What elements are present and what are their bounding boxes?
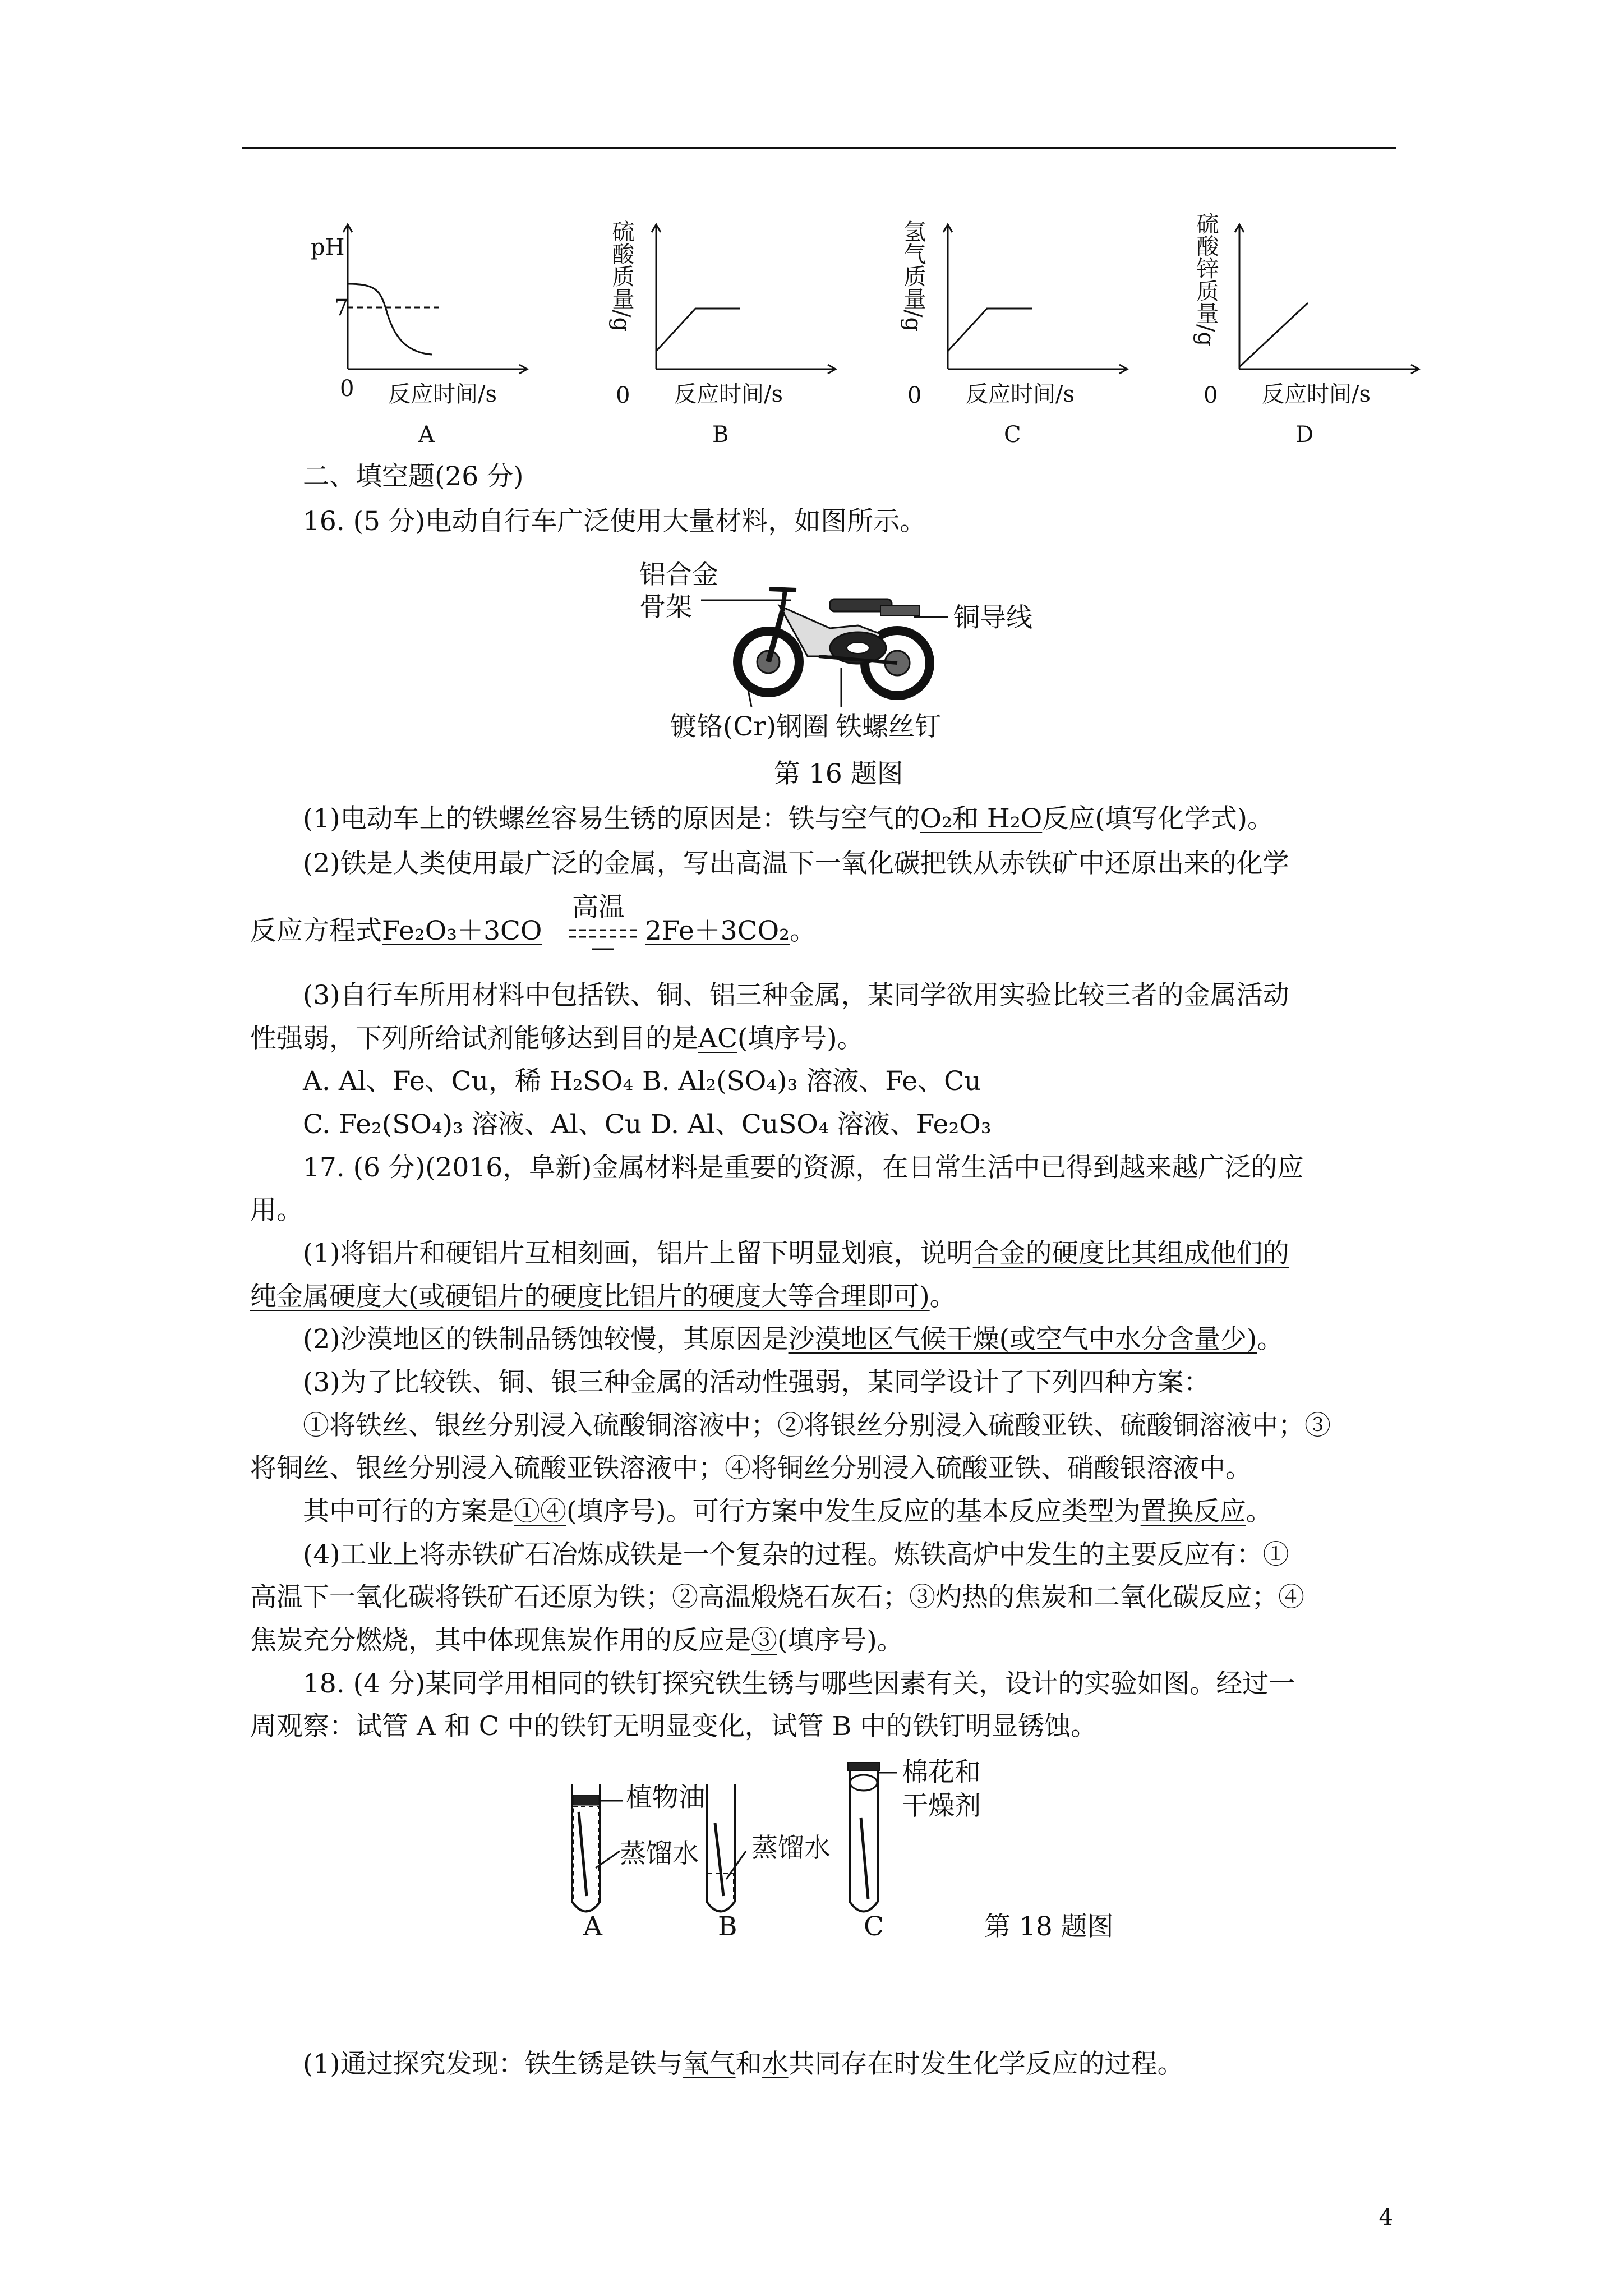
graph-d-ylabel: 硫酸锌质量/g [1193,212,1219,347]
graph-a-ylabel: pH [311,234,345,260]
tube-label-a: A [583,1911,602,1942]
q16-answer-1: O₂和 H₂O [920,803,1043,834]
graph-c-origin: 0 [907,383,922,408]
graph-d-origin: 0 [1204,383,1218,408]
q16-part2-line1: (2)铁是人类使用最广泛的金属，写出高温下一氧化碳把铁从赤铁矿中还原出来的化学 [303,848,1289,879]
q18-answer-1b: 水 [762,2049,789,2079]
graph-c [892,213,1138,460]
q17-part2: (2)沙漠地区的铁制品锈蚀较慢，其原因是沙漠地区气候干燥(或空气中水分含量少)。 [303,1324,1284,1355]
q17-stem-line1: 17. (6 分)(2016，阜新)金属材料是重要的资源，在日常生活中已得到越来越广泛的应 [303,1152,1304,1183]
equation-equals-sign [566,926,639,954]
q17-part3-line1: (3)为了比较铁、铜、银三种金属的活动性强弱，某同学设计了下列四种方案： [303,1367,1210,1398]
q17-answer-3a: ①④ [514,1496,566,1527]
q16-equation-lhs: Fe₂O₃＋3CO [382,915,542,946]
q17-part4-line3: 焦炭充分燃烧，其中体现焦炭作用的反应是③(填序号)。 [250,1625,903,1656]
q17-answer-1a: 合金的硬度比其组成他们的 [972,1238,1289,1269]
q18-part1: (1)通过探究发现：铁生锈是铁与氧气和水共同存在时发生化学反应的过程。 [303,2049,1184,2079]
graph-a-tick: 7 [334,295,349,321]
graph-a-origin: 0 [340,376,354,402]
q18-stem-line2: 周观察：试管 A 和 C 中的铁钉无明显变化，试管 B 中的铁钉明显锈蚀。 [250,1711,1098,1742]
q17-answer-2: 沙漠地区气候干燥(或空气中水分含量少) [788,1324,1257,1355]
graph-a-xlabel: 反应时间/s [388,381,497,407]
q17-answer-4: ③ [751,1625,777,1656]
q16-equation-rhs: 2Fe＋3CO₂。 [645,915,816,946]
graph-a [292,213,538,460]
graph-a-id: A [418,422,435,448]
q16-equation-condition: 高温 [572,892,625,923]
graph-b-origin: 0 [616,383,630,408]
q16-part2-line2: 反应方程式Fe₂O₃＋3CO [250,915,542,946]
q16-part3-line1: (3)自行车所用材料中包括铁、铜、铝三种金属，某同学欲用实验比较三者的金属活动 [303,980,1289,1011]
label-cotton-2: 干燥剂 [902,1791,981,1821]
tube-label-b: B [718,1911,737,1942]
graph-c-xlabel: 反应时间/s [966,381,1075,407]
q16-part1: (1)电动车上的铁螺丝容易生锈的原因是：铁与空气的O₂和 H₂O反应(填写化学式)。 [303,803,1274,834]
q18-caption: 第 18 题图 [984,1911,1114,1942]
graph-c-id: C [1004,422,1021,448]
label-rim: 镀铬(Cr)钢圈 [670,711,829,742]
q17-part4-line1: (4)工业上将赤铁矿石冶炼成铁是一个复杂的过程。炼铁高炉中发生的主要反应有：① [303,1539,1289,1570]
section-title: 二、填空题(26 分) [303,461,524,492]
q17-answer-3b: 置换反应 [1140,1496,1246,1527]
graph-b-xlabel: 反应时间/s [674,381,783,407]
q17-part3-line3: 将铜丝、银丝分别浸入硫酸亚铁溶液中；④将铜丝分别浸入硫酸亚铁、硝酸银溶液中。 [250,1453,1252,1484]
q16-caption: 第 16 题图 [774,758,903,789]
graph-b-id: B [712,422,729,448]
q16-stem: 16. (5 分)电动自行车广泛使用大量材料，如图所示。 [303,506,926,537]
label-oil: 植物油 [626,1782,705,1813]
q17-stem-line2: 用。 [250,1195,303,1226]
q17-part1-line1: (1)将铝片和硬铝片互相刻画，铝片上留下明显划痕，说明合金的硬度比其组成他们的 [303,1238,1289,1269]
label-screw: 铁螺丝钉 [836,711,941,742]
q16-option-d: D. Al、CuSO₄ 溶液、Fe₂O₃ [651,1109,992,1140]
q17-part3-line2: ①将铁丝、银丝分别浸入硫酸铜溶液中；②将银丝分别浸入硫酸亚铁、硫酸铜溶液中；③ [303,1410,1331,1441]
label-frame-2: 骨架 [639,592,692,623]
q18-answer-1a: 氧气 [683,2049,736,2079]
header-rule [242,147,1396,149]
label-water-b: 蒸馏水 [751,1833,831,1864]
graph-c-ylabel: 氢气质量/g [900,220,926,332]
test-tubes-figure [555,1756,925,1924]
label-copper-wire: 铜导线 [953,602,1032,633]
label-cotton-1: 棉花和 [902,1757,981,1788]
q16-option-b: B. Al₂(SO₄)₃ 溶液、Fe、Cu [642,1066,981,1097]
graph-b-ylabel: 硫酸质量/g [608,220,634,332]
graph-d [1183,213,1430,460]
q18-stem-line1: 18. (4 分)某同学用相同的铁钉探究铁生锈与哪些因素有关，设计的实验如图。经过一 [303,1668,1295,1699]
q16-part3-line2: 性强弱，下列所给试剂能够达到目的是AC(填序号)。 [250,1023,864,1054]
q16-option-a: A. Al、Fe、Cu，稀 H₂SO₄ [303,1066,634,1097]
q17-answer-1b: 纯金属硬度大(或硬铝片的硬度比铝片的硬度大等合理即可) [250,1281,930,1312]
label-water-a: 蒸馏水 [620,1838,699,1869]
q17-part4-line2: 高温下一氧化碳将铁矿石还原为铁；②高温煅烧石灰石；③灼热的焦炭和二氧化碳反应；④ [250,1582,1304,1613]
q16-option-c: C. Fe₂(SO₄)₃ 溶液、Al、Cu [303,1109,642,1140]
graph-d-xlabel: 反应时间/s [1262,381,1371,407]
label-frame-1: 铝合金 [639,559,718,590]
graph-d-id: D [1295,422,1314,448]
tube-label-c: C [864,1911,884,1942]
q17-part1-line2: 纯金属硬度大(或硬铝片的硬度比铝片的硬度大等合理即可)。 [250,1281,956,1312]
q17-part3-line4: 其中可行的方案是①④(填序号)。可行方案中发生反应的基本反应类型为置换反应。 [303,1496,1272,1527]
q16-answer-3: AC [698,1023,737,1054]
leader-lines [690,595,970,718]
page-number: 4 [1378,2205,1393,2230]
graph-b [600,213,847,460]
